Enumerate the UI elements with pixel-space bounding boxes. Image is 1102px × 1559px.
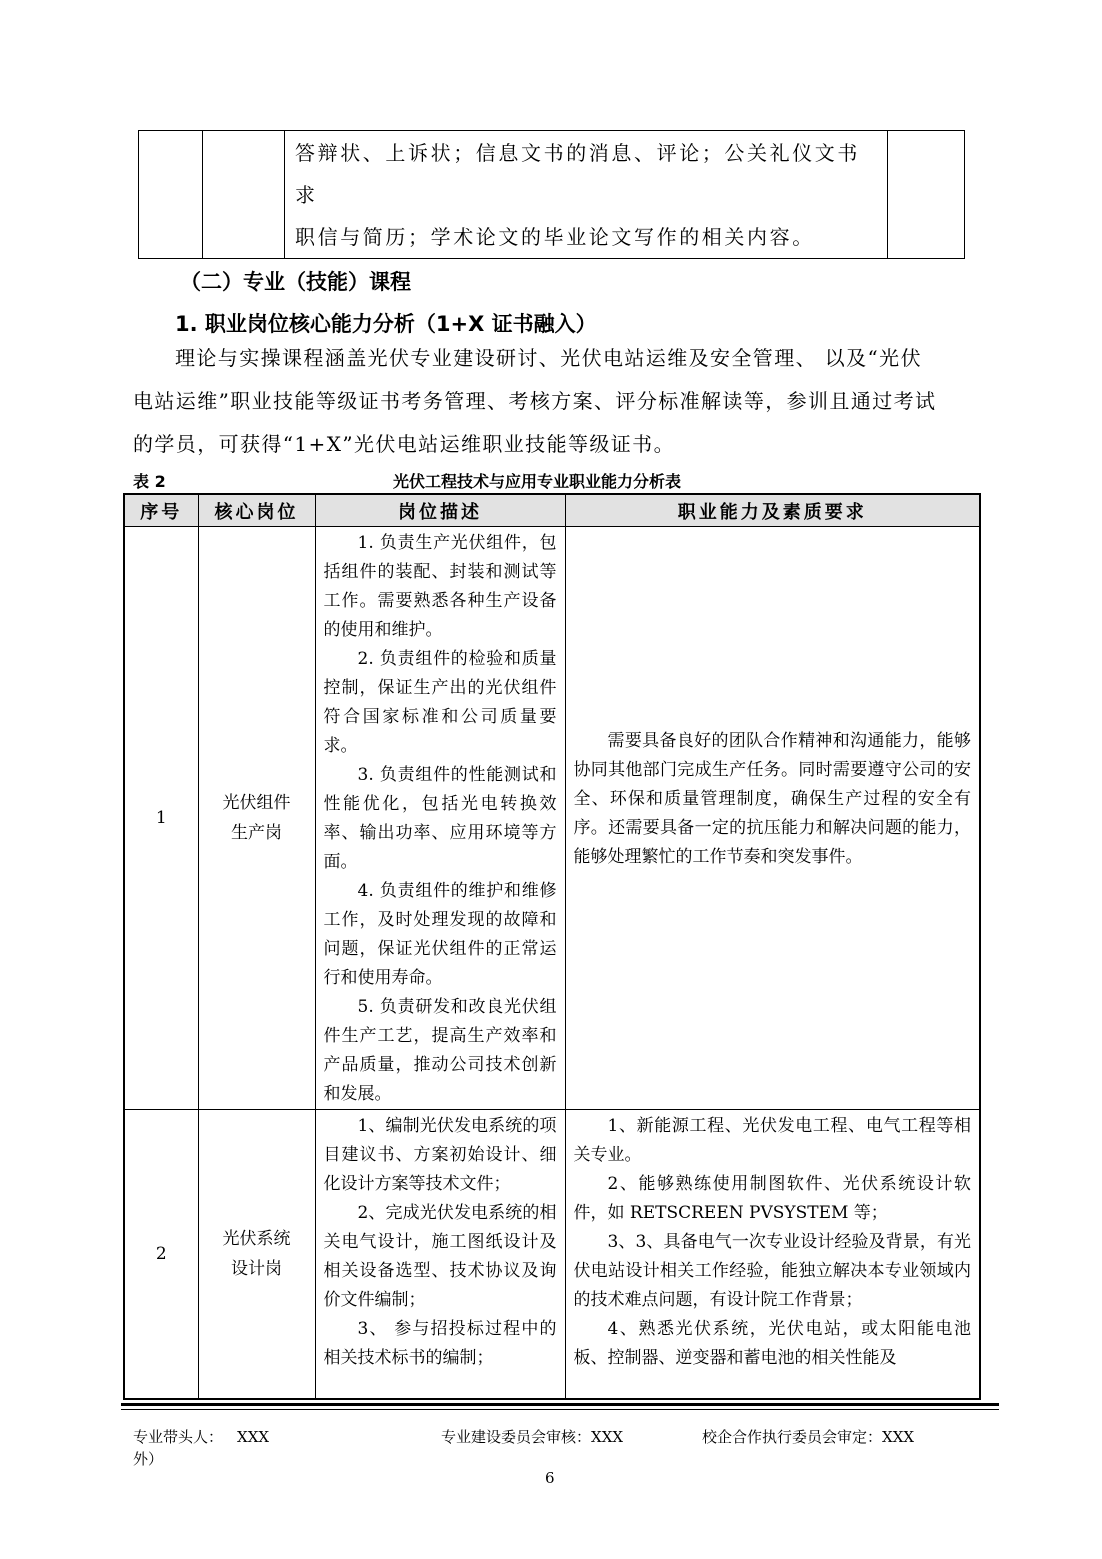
description-item: 2. 负责组件的检验和质量控制，保证生产出的光伏组件符合国家标准和公司质量要求。 [323, 649, 557, 756]
continuation-cell-empty [888, 131, 965, 259]
requirements-item: 需要具备良好的团队合作精神和沟通能力，能够协同其他部门完成生产任务。同时需要遵守公司的安全、环保和质量管理制度，确保生产过程的安全有序。还需要具备一定的抗压能力和解决问题的能力，能够处理繁忙的工作节奏和突发事件。 [573, 731, 971, 867]
table-row [124, 1110, 980, 1399]
footer-leader-label: 专业带头人： [133, 1428, 224, 1446]
table-header-row [124, 494, 980, 527]
footer-leader-suffix: 外） [133, 1450, 164, 1468]
row-position [198, 527, 315, 1110]
description-item: 1. 负责生产光伏组件，包括组件的装配、封装和测试等工作。需要熟悉各种生产设备的使用和维护。 [323, 533, 557, 640]
row-seq: 2 [124, 1110, 198, 1399]
continuation-cell-content [285, 131, 888, 259]
header-description: 岗位描述 [315, 494, 565, 527]
section-heading: （二）专业（技能）课程 [180, 270, 411, 294]
continuation-line: 答辩状、上诉状；信息文书的消息、评论；公关礼仪文书求 [295, 141, 860, 207]
footer-committee [441, 1426, 623, 1447]
header-position: 核心岗位 [198, 494, 315, 527]
row-seq: 1 [124, 527, 198, 1110]
description-item: 3、 参与招投标过程中的相关技术标书的编制； [323, 1319, 557, 1368]
description-item: 3. 负责组件的性能测试和性能优化，包括光电转换效率、输出功率、应用环境等方面。 [323, 765, 557, 872]
description-item: 2、完成光伏发电系统的相关电气设计，施工图纸设计及相关设备选型、技术协议及询价文件编制； [323, 1203, 557, 1310]
table-label: 表 2 [133, 472, 166, 491]
sub-heading: 1. 职业岗位核心能力分析（1+X 证书融入） [175, 312, 597, 336]
position-line: 光伏组件 [222, 793, 291, 813]
footer-divider [121, 1409, 999, 1410]
continuation-cell-empty [139, 131, 203, 259]
footer-committee-value: XXX [591, 1428, 624, 1446]
intro-paragraph-line: 的学员，可获得“1+X”光伏电站运维职业技能等级证书。 [133, 432, 675, 456]
footer-enterprise-label: 校企合作执行委员会审定： [702, 1428, 883, 1446]
requirements-item: 3、3、具备电气一次专业设计经验及背景，有光伏电站设计相关工作经验，能独立解决本专业领域内的技术难点问题，有设计院工作背景； [573, 1232, 971, 1310]
ability-analysis-table [123, 493, 981, 1400]
table-title: 光伏工程技术与应用专业职业能力分析表 [393, 472, 682, 491]
row-description [315, 527, 565, 1110]
header-seq: 序号 [124, 494, 198, 527]
requirements-item: 4、熟悉光伏系统，光伏电站，或太阳能电池板、控制器、逆变器和蓄电池的相关性能及 [573, 1319, 971, 1368]
description-item: 4. 负责组件的维护和维修工作，及时处理发现的故障和问题，保证光伏组件的正常运行和使用寿命。 [323, 881, 557, 988]
table-row [124, 527, 980, 1110]
footer-enterprise-value: XXX [882, 1428, 915, 1446]
requirements-item: 1、新能源工程、光伏发电工程、电气工程等相关专业。 [573, 1116, 971, 1165]
page-number: 6 [545, 1469, 555, 1487]
position-line: 光伏系统 [222, 1228, 291, 1249]
row-requirements [565, 527, 980, 1110]
continuation-table [138, 130, 965, 259]
description-item: 1、编制光伏发电系统的项目建议书、方案初始设计、细化设计方案等技术文件； [323, 1116, 557, 1194]
continuation-cell-empty [203, 131, 285, 259]
footer-leader-value: XXX [237, 1428, 270, 1446]
intro-paragraph-line: 理论与实操课程涵盖光伏专业建设研讨、光伏电站运维及安全管理、 以及“光伏 [175, 346, 922, 370]
footer-committee-label: 专业建设委员会审核： [441, 1428, 592, 1446]
continuation-line: 职信与简历；学术论文的毕业论文写作的相关内容。 [295, 225, 815, 249]
row-requirements [565, 1110, 980, 1399]
description-item: 5. 负责研发和改良光伏组件生产工艺，提高生产效率和产品质量，推动公司技术创新和发展。 [323, 997, 557, 1104]
row-position [198, 1110, 315, 1399]
position-line: 生产岗 [231, 823, 282, 843]
requirements-item: 2、能够熟练使用制图软件、光伏系统设计软件，如 RETSCREEN PVSYSTEM 等； [573, 1174, 971, 1223]
intro-paragraph-line: 电站运维”职业技能等级证书考务管理、考核方案、评分标准解读等，参训且通过考试 [133, 389, 937, 413]
footer-divider [121, 1403, 999, 1406]
header-requirements: 职业能力及素质要求 [565, 494, 980, 527]
footer-leader [133, 1426, 269, 1447]
position-line: 设计岗 [231, 1258, 282, 1279]
row-description [315, 1110, 565, 1399]
footer-enterprise [702, 1426, 914, 1447]
